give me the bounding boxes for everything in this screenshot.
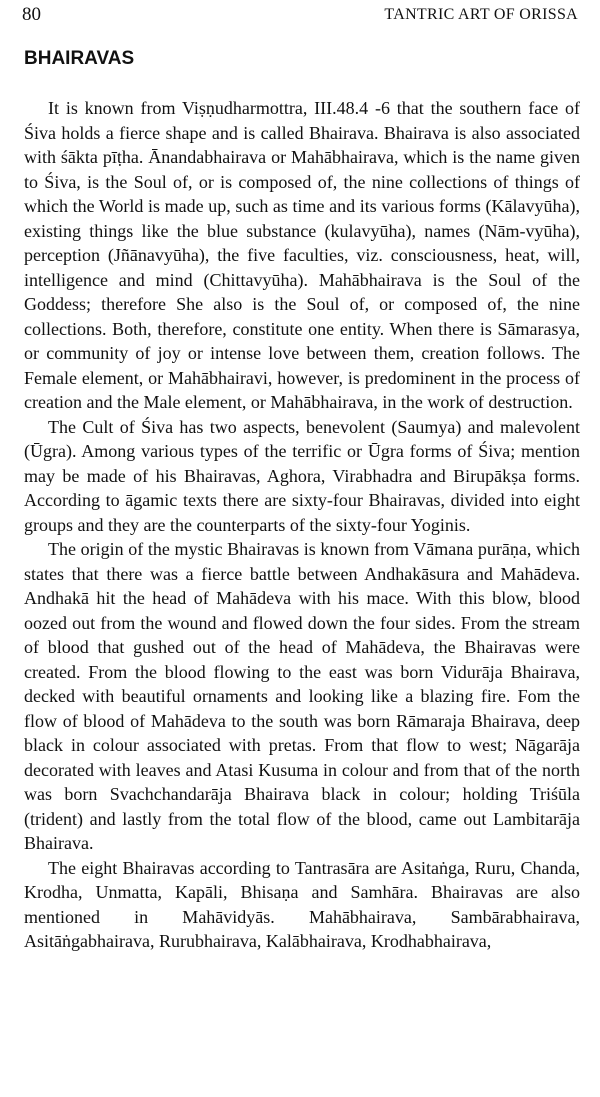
page-number: 80	[22, 4, 41, 25]
page-header	[22, 4, 578, 28]
body-text	[24, 96, 580, 954]
section-heading: BHAIRAVAS	[24, 48, 135, 69]
paragraph: The eight Bhairavas according to Tantrasāra are Asitaṅga, Ruru, Chanda, Krodha, Unmatta, Kapāli, Bhisaṇa and Samhāra. Bhairavas are also mentioned in Mahāvidyās. Mahābhairava, Sambārabhairava, Asitāṅgabhairava, Rurubhairava, Kalābhairava, Krodhabhairava,	[24, 857, 580, 951]
paragraph: The origin of the mystic Bhairavas is known from Vāmana purāṇa, which states that there was a fierce battle between Andhakāsura and Mahādeva. Andhakā hit the head of Mahādeva with his mace. With this blow, blood oozed out from the wound and flowed down the four sides. From the stream of blood that gushed out of the head of Mahādeva, the Bhairavas were created. From the blood flowing to the east was born Vidurāja Bhairava, decked with beautiful ornaments and looking like a blazing fire. Fom the flow of blood of Mahādeva to the south was born Rāmaraja Bhairava, deep black in colour associated with pretas. From that flow to west; Nāgarāja decorated with leaves and Atasi Kusuma in colour and from that of the north was born Svachchandarāja Bhairava black in colour; holding Triśūla (trident) and lastly from the total flow of the blood, came out Lambitarāja Bhairava.	[24, 539, 580, 853]
running-head: TANTRIC ART OF ORISSA	[384, 6, 578, 23]
paragraph: It is known from Viṣṇudharmottra, III.48.4 -6 that the southern face of Śiva holds a fierce shape and is called Bhairava. Bhairava is also associated with śākta pīṭha. Ānandabhairava or Mahābhairava, which is the name given to Śiva, is the Soul of, or is composed of, the nine collections of things of which the World is made up, such as time and its various forms (Kālavyūha), existing things like the blue substance (kulavyūha), names (Nām-vyūha), perception (Jñānavyūha), the five faculties, viz. consciousness, heat, will, intelligence and mind (Chittavyūha). Mahābhairava is the Soul of the Goddess; therefore She also is the Soul of, or composed of, the nine collections. Both, therefore, constitute one entity. When there is Sāmarasya, or community of joy or intense love between them, creation follows. The Female element, or Mahābhairavi, however, is predominent in the process of creation and the Male element, or Mahābhairava, in the work of destruction.	[24, 98, 580, 412]
paragraph: The Cult of Śiva has two aspects, benevolent (Saumya) and malevolent (Ūgra). Among various types of the terrific or Ūgra forms of Śiva; mention may be made of his Bhairavas, Aghora, Virabhadra and Birupākṣa forms. According to āgamic texts there are sixty-four Bhairavas, divided into eight groups and they are the counterparts of the sixty-four Yoginis.	[24, 416, 580, 535]
